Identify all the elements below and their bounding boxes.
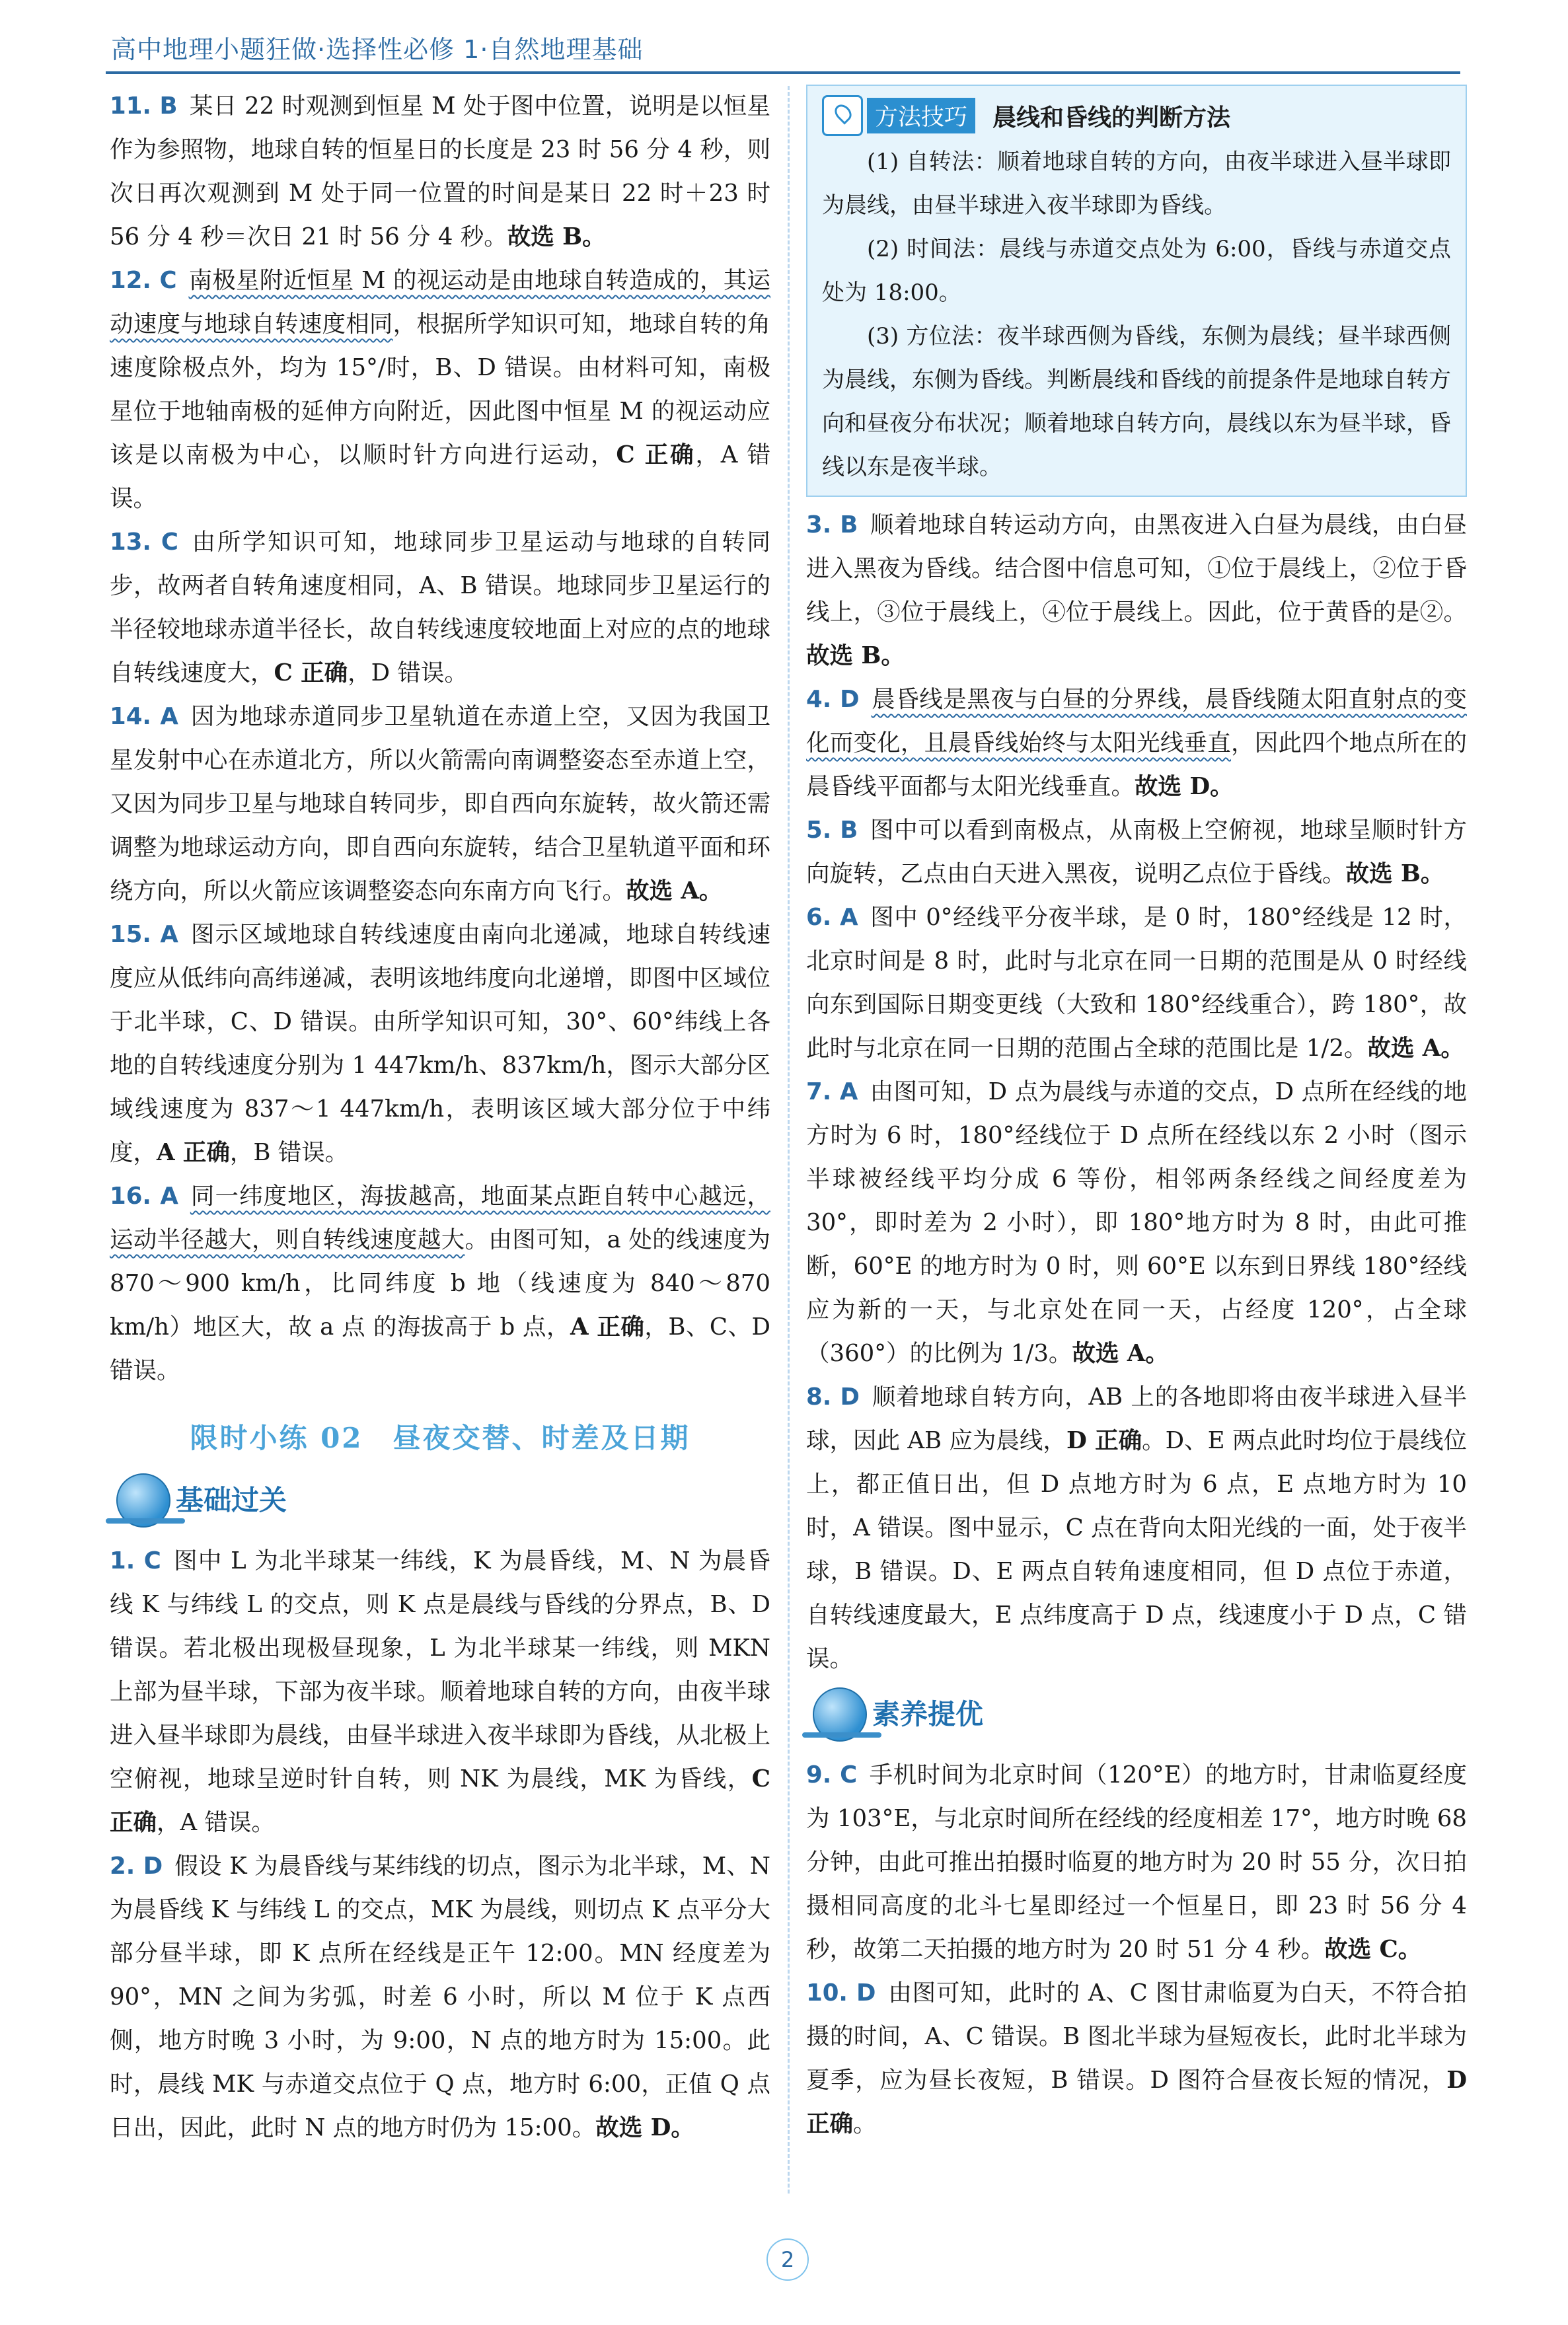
answer-conclusion: D 正确 (1066, 1427, 1142, 1454)
answer-conclusion: 故选 A。 (1367, 1035, 1464, 1062)
answer-number: 15. A (110, 921, 178, 948)
answer-7 (806, 1070, 1467, 1376)
answer-text: 图中可以看到南极点，从南极上空俯视，地球呈顺时针方向旋转，乙点由白天进入黑夜，说明乙点位于昏线。 (806, 817, 1467, 887)
answer-number: 7. A (806, 1078, 858, 1105)
answer-conclusion: C 正确 (616, 441, 696, 468)
answer-text: 顺着地球自转方向，AB 上的各地即将由夜半球进入昼半球，因此 AB 应为晨线， (806, 1384, 1468, 1454)
answer-number: 5. B (806, 817, 858, 844)
answer-text: 某日 22 时观测到恒星 M 处于图中位置，说明是以恒星作为参照物，地球自转的恒星日的长度是 23 时 56 分 4 秒，则次日再次观测到 M 处于同一位置的时间是某日 22 时＋23 时 56 分 4 秒＝次日 21 时 56 分 4 秒。 (110, 92, 770, 250)
tip-line: (2) 时间法：晨线与赤道交点处为 6:00，昏线与赤道交点处为 18:00。 (822, 236, 1451, 306)
subhead-advanced (806, 1685, 1467, 1748)
answer-3 (806, 503, 1467, 678)
map-pin-icon (822, 95, 863, 136)
answer-2 (110, 1845, 770, 2150)
answer-number: 8. D (806, 1384, 860, 1411)
tip-header (822, 91, 1451, 140)
answer-conclusion: A 正确 (157, 1139, 230, 1166)
answer-text: ，因此四个地点所在的晨昏线平面都与太阳光线垂直。 (806, 729, 1467, 800)
answer-conclusion: C 正确 (274, 659, 348, 686)
globe-icon (116, 1473, 170, 1528)
answer-text: ，根据所学知识可知，地球自转的角速度除极点外，均为 15°/时，B、D 错误。由材料可知，南极星位于地轴南极的延伸方向附近，因此图中恒星 M 的视运动应该是以南极为中心，以顺时针方向进行运动， (110, 311, 770, 468)
answer-text: 。 (853, 2110, 877, 2137)
answer-12 (110, 259, 770, 521)
answer-text: ，D 错误。 (348, 659, 468, 686)
answer-number: 16. A (110, 1183, 178, 1210)
answer-text: 由图可知，此时的 A、C 图甘肃临夏为白天，不符合拍摄的时间，A、C 错误。B 图北半球为昼短夜长，此时北半球为夏季，应为昼长夜短，B 错误。D 图符合昼夜长短的情况， (806, 1979, 1468, 2094)
answer-1 (110, 1539, 770, 1845)
answer-text: 因为地球赤道同步卫星轨道在赤道上空，又因为我国卫星发射中心在赤道北方，所以火箭需向南调整姿态至赤道上空，又因为同步卫星与地球自转同步，即自西向东旋转，故火箭还需调整为地球运动方向，即自西向东旋转，结合卫星轨道平面和环绕方向，所以火箭应该调整姿态向东南方向飞行。 (110, 703, 770, 904)
answer-text: 假设 K 为晨昏线与某纬线的切点，图示为北半球，M、N 为晨昏线 K 与纬线 L 的交点，MK 为晨线，则切点 K 点平分大部分昼半球，即 K 点所在经线是正午 12:00。MN 经度差为 90°，MN 之间为劣弧，时差 6 小时，所以 M 位于 K 点西侧，地方时晚 3 小时，为 9:00，N 点的地方时为 15:00。此时，晨线 MK 与赤道交点位于 Q 点，地方时 6:00，正值 Q 点日出，因此，此时 N 点的地方时仍为 15:00。 (110, 1853, 770, 2141)
header-title: 高中地理小题狂做·选择性必修 1·自然地理基础 (111, 35, 644, 64)
method-tip-box (806, 85, 1467, 497)
graduation-globe-icon (813, 1687, 867, 1742)
page-number: 2 (766, 2238, 809, 2281)
answer-9 (806, 1753, 1467, 1972)
answer-text: ，A 错误。 (110, 441, 770, 512)
header-rule (106, 71, 1460, 74)
answer-conclusion: D 正确 (806, 2067, 1467, 2137)
answer-number: 12. C (110, 267, 177, 294)
answer-text: 。D、E 两点此时均位于晨线位上，都正值日出，但 D 点地方时为 6 点，E 点地方时为 10 时，A 错误。图中显示，C 点在背向太阳光线的一面，处于夜半球，B 错误。D、E 两点自转角速度相同，但 D 点位于赤道，自转线速度最大，E 点纬度高于 D 点，线速度小于 D 点，C 错误。 (806, 1427, 1467, 1672)
section-title: 限时小练 02 昼夜交替、时差及日期 (190, 1422, 691, 1454)
answer-15 (110, 913, 770, 1175)
key-point-underlined: 同一纬度地区，海拔越高，地面某点距自转中心越远，运动半径越大，则自转线速度越大 (110, 1183, 770, 1253)
left-column (110, 85, 770, 2150)
answer-conclusion: C 正确 (110, 1765, 770, 1836)
answer-conclusion: 故选 D。 (1135, 773, 1234, 800)
subhead-label: 素养提优 (872, 1698, 984, 1730)
answer-number: 10. D (806, 1979, 876, 2007)
answer-5 (806, 809, 1467, 896)
answer-number: 14. A (110, 703, 178, 730)
answer-10 (806, 1972, 1467, 2146)
answer-text: 图中 L 为北半球某一纬线，K 为晨昏线，M、N 为晨昏线 K 与纬线 L 的交点，则 K 点是晨线与昏线的分界点，B、D 错误。若北极出现极昼现象，L 为北半球某一纬线，则 MKN 上部为昼半球，下部为夜半球。顺着地球自转的方向，由夜半球进入昼半球即为晨线，由昼半球进入夜半球即为昏线，从北极上空俯视，地球呈逆时针自转，则 NK 为晨线，MK 为昏线， (110, 1547, 770, 1792)
answer-text: 。由图可知，a 处的线速度为 870～900 km/h，比同纬度 b 地（线速度为 840～870 km/h）地区大，故 a 点 的海拔高于 b 点， (110, 1226, 770, 1341)
answer-number: 2. D (110, 1853, 163, 1880)
right-column (806, 85, 1467, 2146)
answer-number: 4. D (806, 686, 860, 713)
answer-conclusion: 故选 A。 (1072, 1340, 1169, 1367)
answer-text: ，B 错误。 (229, 1139, 349, 1166)
answer-text: 手机时间为北京时间（120°E）的地方时，甘肃临夏经度为 103°E，与北京时间所在经线的经度相差 17°，地方时晚 68 分钟，由此可推出拍摄时临夏的地方时为 20 时 55 分，次日拍摄相同高度的北斗七星即经过一个恒星日，即 23 时 56 分 4 秒，故第二天拍摄的地方时为 20 时 51 分 4 秒。 (806, 1761, 1467, 1963)
answer-4 (806, 678, 1467, 809)
answer-number: 6. A (806, 904, 858, 931)
answer-number: 13. C (110, 529, 178, 556)
tip-line: (3) 方位法：夜半球西侧为昏线，东侧为晨线；昼半球西侧为晨线，东侧为昏线。判断晨线和昏线的前提条件是地球自转方向和昼夜分布状况；顺着地球自转方向，晨线以东为昼半球，昏线以东是夜半球。 (822, 323, 1451, 480)
tip-tag: 方法技巧 (867, 98, 975, 133)
answer-16 (110, 1175, 770, 1393)
key-point-underlined: 晨昏线是黑夜与白昼的分界线，晨昏线随太阳直射点的变化而变化，且晨昏线始终与太阳光线垂直 (806, 686, 1467, 757)
answer-conclusion: 故选 C。 (1324, 1936, 1422, 1963)
answer-conclusion: A 正确 (570, 1313, 645, 1341)
key-point-underlined: 南极星附近恒星 M 的视运动是由地球自转造成的，其运动速度与地球自转速度相同 (110, 267, 770, 338)
answer-text: 顺着地球自转运动方向，由黑夜进入白昼为晨线，由白昼进入黑夜为昏线。结合图中信息可知，①位于晨线上，②位于昏线上，③位于晨线上，④位于晨线上。因此，位于黄昏的是②。 (806, 511, 1467, 626)
answer-conclusion: 故选 B。 (1345, 860, 1444, 887)
answer-conclusion: 故选 B。 (507, 223, 606, 250)
answer-14 (110, 695, 770, 913)
subhead-basic (110, 1471, 770, 1534)
column-divider (788, 86, 790, 2194)
answer-6 (806, 896, 1467, 1070)
subhead-label: 基础过关 (176, 1484, 287, 1516)
answer-text: 由所学知识可知，地球同步卫星运动与地球的自转同步，故两者自转角速度相同，A、B 错误。地球同步卫星运行的半径较地球赤道半径长，故自转线速度较地面上对应的点的地球自转线速度大， (110, 529, 770, 686)
answer-text: 图示区域地球自转线速度由南向北递减，地球自转线速度应从低纬向高纬递减，表明该地纬度向北递增，即图中区域位于北半球，C、D 错误。由所学知识可知，30°、60°纬线上各地的自转线速度分别为 1 447km/h、837km/h，图示大部分区域线速度为 837～1 447km/h，表明该区域大部分位于中纬度， (110, 921, 770, 1166)
answer-conclusion: 故选 B。 (806, 642, 905, 669)
answer-conclusion: 故选 D。 (595, 2114, 694, 2141)
tip-title: 晨线和昏线的判断方法 (992, 104, 1231, 131)
answer-text: ，B、C、D 错误。 (110, 1313, 770, 1384)
answer-conclusion: 故选 A。 (626, 877, 723, 904)
answer-11 (110, 85, 770, 259)
answer-8 (806, 1376, 1467, 1681)
answer-number: 9. C (806, 1761, 858, 1789)
answer-13 (110, 521, 770, 695)
answer-number: 11. B (110, 92, 178, 120)
answer-text: 图中 0°经线平分夜半球，是 0 时，180°经线是 12 时，北京时间是 8 时，此时与北京在同一日期的范围是从 0 时经线向东到国际日期变更线（大致和 180°经线重合），跨 180°，故此时与北京在同一日期的范围占全球的范围比是 1/2。 (806, 904, 1467, 1062)
answer-number: 3. B (806, 511, 858, 538)
answer-text: ，A 错误。 (157, 1809, 275, 1836)
tip-line: (1) 自转法：顺着地球自转的方向，由夜半球进入昼半球即为晨线，由昼半球进入夜半球即为昏线。 (822, 149, 1451, 219)
answer-text: 由图可知，D 点为晨线与赤道的交点，D 点所在经线的地方时为 6 时，180°经线位于 D 点所在经线以东 2 小时（图示半球被经线平均分成 6 等份，相邻两条经线之间经度差为 30°，即时差为 2 小时），即 180°地方时为 8 时，由此可推断，60°E 的地方时为 0 时，则 60°E 以东到日界线 180°经线应为新的一天，与北京处在同一天，占经度 120°，占全球（360°）的比例为 1/3。 (806, 1078, 1467, 1367)
answer-number: 1. C (110, 1547, 161, 1574)
